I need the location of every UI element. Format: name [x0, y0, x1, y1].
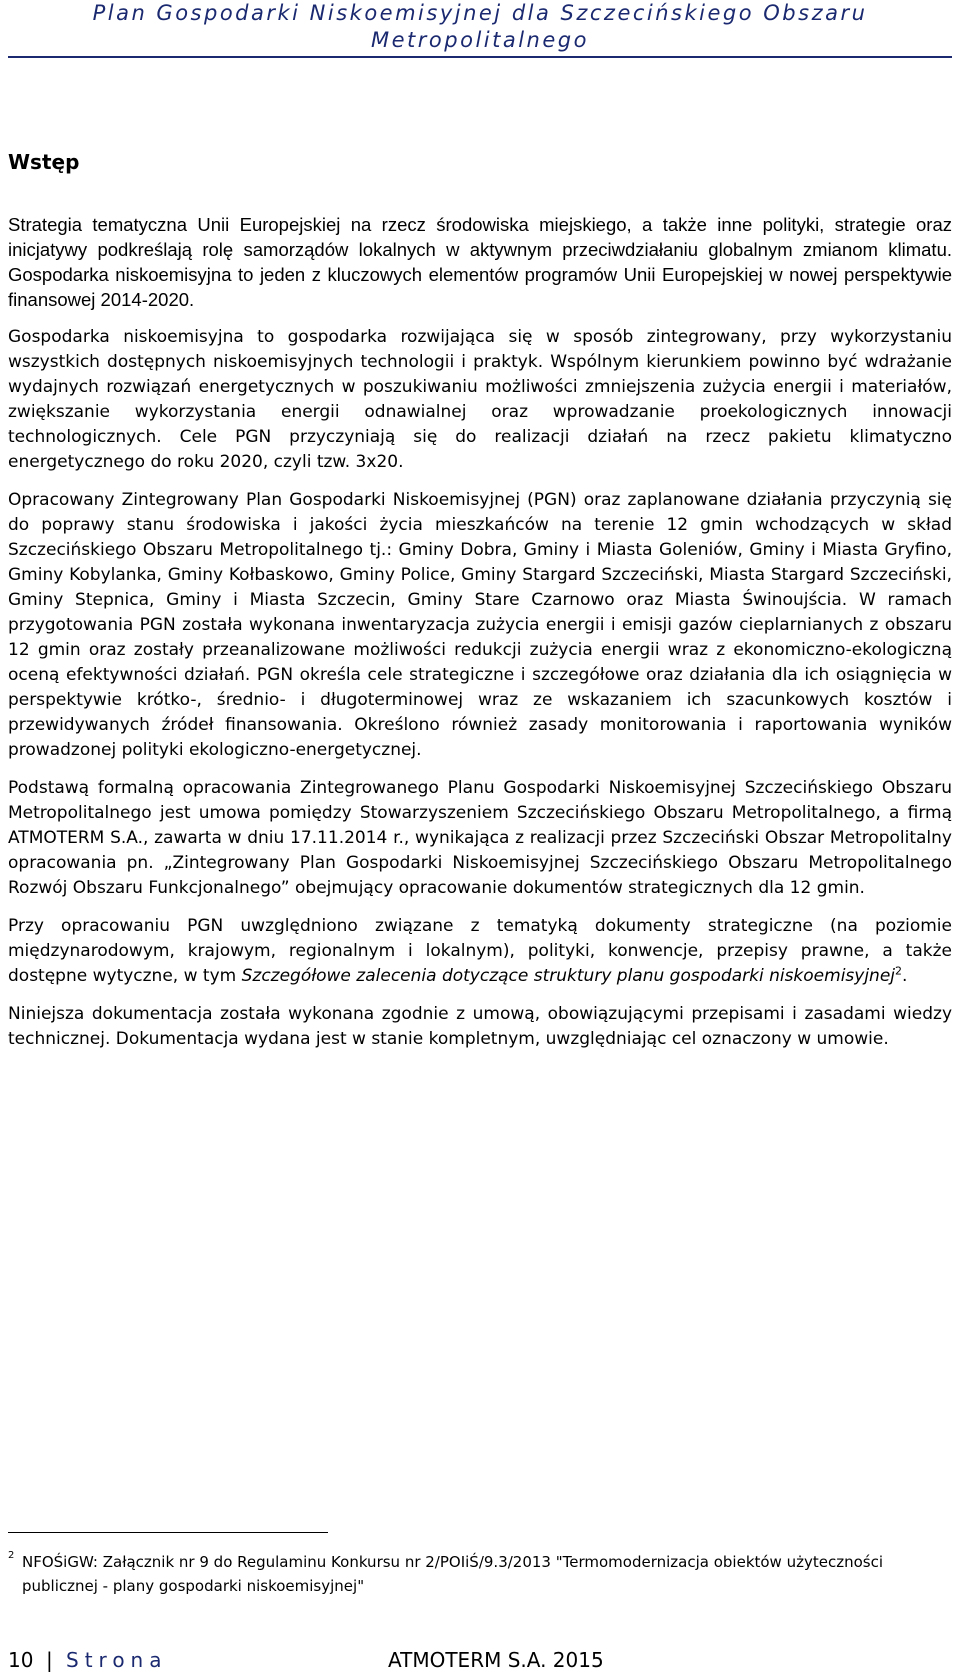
- footnote: [8, 1550, 952, 1598]
- footer-separator: |: [46, 1648, 53, 1672]
- paragraph-5-text: Przy opracowaniu PGN uwzględniono związane z tematyką dokumenty strategiczne (na poziomie międzynarodowym, krajowym, regionalnym i lokalnym), polityki, konwencje, przepisy prawne, a także dostępne wytyczne, w tym: [8, 916, 952, 986]
- footnote-reference[interactable]: 2: [895, 964, 903, 978]
- paragraph-5-end: .: [902, 966, 908, 986]
- page-word: Strona: [66, 1648, 168, 1672]
- header-divider: [8, 56, 952, 58]
- footer-company: ATMOTERM S.A. 2015: [388, 1648, 604, 1672]
- paragraph-3: Opracowany Zintegrowany Plan Gospodarki Niskoemisyjnej (PGN) oraz zaplanowane działania przyczynią się do poprawy stanu środowiska i jakości życia mieszkańców na terenie 12 gmin wchodzących w skład Szczecińskiego Obszaru Metropolitalnego tj.: Gminy Dobra, Gminy i Miasta Goleniów, Gminy i Miasta Gryfino, Gminy Kobylanka, Gminy Kołbaskowo, Gminy Police, Gminy Stargard Szczeciński, Miasta Stargard Szczeciński, Gminy Stepnica, Gminy i Miasta Szczecin, Gminy Stare Czarnowo oraz Miasta Świnoujścia. W ramach przygotowania PGN została wykonana inwentaryzacja zużycia energii i emisji gazów cieplarnianych z obszaru 12 gmin oraz zostały przeanalizowane możliwości redukcji zużycia energii wraz z ekonomiczno-ekologiczną oceną efektywności działań. PGN określa cele strategiczne i szczegółowe oraz działania dla ich osiągnięcia w perspektywie krótko-, średnio- i długoterminowej wraz ze wskazaniem ich szacunkowych kosztów i przewidywanych źródeł finansowania. Określono również zasady monitorowania i raportowania wyników prowadzonej polityki ekologiczno-energetycznej.: [8, 490, 952, 760]
- footnote-divider: [8, 1532, 328, 1533]
- page-number: 10: [8, 1648, 34, 1672]
- paragraph-2: Gospodarka niskoemisyjna to gospodarka rozwijająca się w sposób zintegrowany, przy wykorzystaniu wszystkich dostępnych niskoemisyjnych technologii i praktyk. Wspólnym kierunkiem powinno być wdrażanie wydajnych rozwiązań energetycznych w poszukiwaniu możliwości zmniejszenia zużycia energii i materiałów, zwiększanie wykorzystania energii odnawialnej oraz wprowadzanie proekologicznych innowacji technologicznych. Cele PGN przyczyniają się do realizacji działań na rzecz pakietu klimatyczno energetycznego do roku 2020, czyli tzw. 3x20.: [8, 327, 952, 472]
- footnote-text: NFOŚiGW: Załącznik nr 9 do Regulaminu Konkursu nr 2/POIiŚ/9.3/2013 "Termomodernizacja obiektów użyteczności publicznej - plany gospodarki niskoemisyjnej": [22, 1553, 883, 1595]
- page-footer: [8, 1647, 952, 1675]
- paragraph-6: Niniejsza dokumentacja została wykonana zgodnie z umową, obowiązującymi przepisami i zasadami wiedzy technicznej. Dokumentacja wydana jest w stanie kompletnym, uwzględniając cel oznaczony w umowie.: [8, 1004, 952, 1049]
- running-header: Plan Gospodarki Niskoemisyjnej dla Szczecińskiego Obszaru Metropolitalnego: [92, 1, 868, 52]
- paragraph-4: Podstawą formalną opracowania Zintegrowanego Planu Gospodarki Niskoemisyjnej Szczecińskiego Obszaru Metropolitalnego jest umowa pomiędzy Stowarzyszeniem Szczecińskiego Obszaru Metropolitalnego, a firmą ATMOTERM S.A., zawarta w dniu 17.11.2014 r., wynikająca z realizacji przez Szczeciński Obszar Metropolitalny opracowania pn. „Zintegrowany Plan Gospodarki Niskoemisyjnej Szczecińskiego Obszaru Metropolitalnego Rozwój Obszaru Funkcjonalnego” obejmujący opracowanie dokumentów strategicznych dla 12 gmin.: [8, 778, 952, 898]
- footnote-number: 2: [8, 1550, 15, 1561]
- page-content: [8, 150, 952, 1065]
- paragraph-5: [8, 914, 952, 989]
- paragraph-1: Strategia tematyczna Unii Europejskiej na rzecz środowiska miejskiego, a także inne polityki, strategie oraz inicjatywy podkreślają rolę samorządów lokalnych w aktywnym przeciwdziałaniu globalnym zmianom klimatu. Gospodarka niskoemisyjna to jeden z kluczowych elementów programów Unii Europejskiej w nowej perspektywie finansowej 2014-2020.: [8, 214, 952, 310]
- section-heading: Wstęp: [8, 150, 80, 174]
- paragraph-5-italic-title: Szczegółowe zalecenia dotyczące struktury planu gospodarki niskoemisyjnej: [241, 966, 896, 986]
